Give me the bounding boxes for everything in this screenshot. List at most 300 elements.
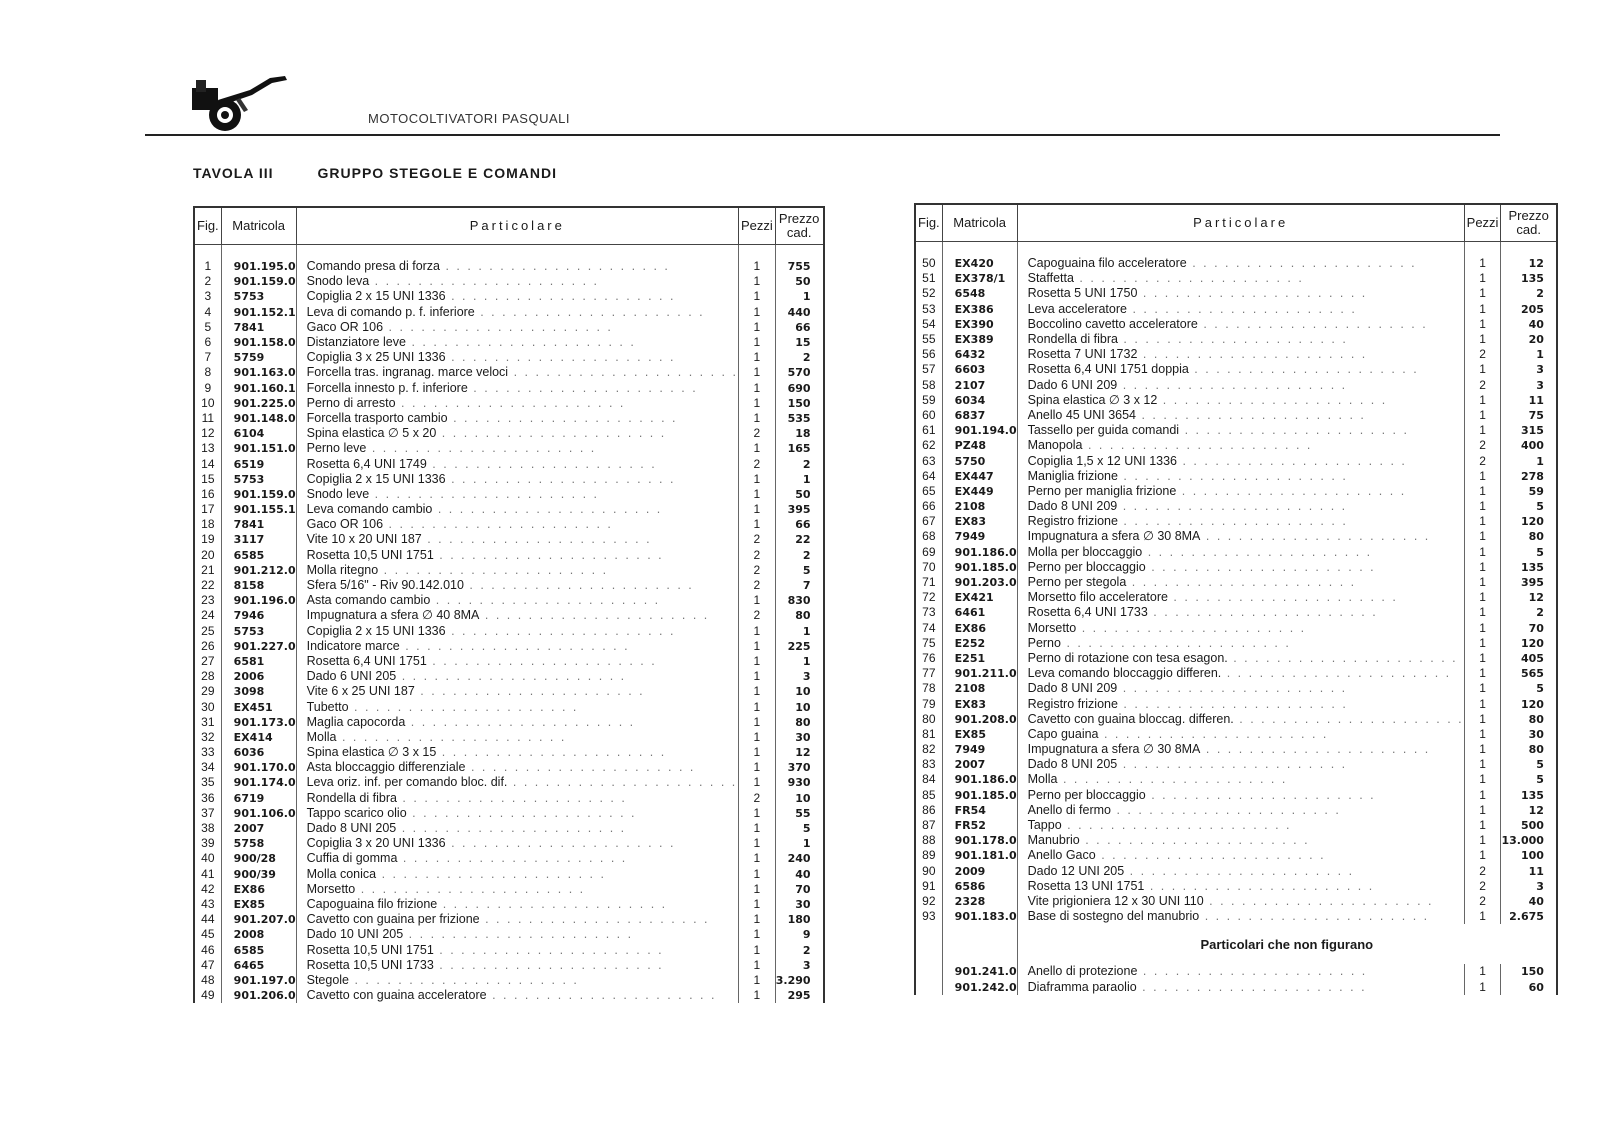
unit-price: 20 bbox=[1501, 332, 1557, 347]
description-text: Staffetta bbox=[1027, 271, 1074, 286]
leader-dots: . . . . . . . . . . . . . . . . . . . . . bbox=[507, 775, 738, 790]
fig-number: 49 bbox=[201, 988, 215, 1003]
description-text: Rondella di fibra bbox=[306, 790, 397, 805]
description-text: Forcella innesto p. f. inferiore bbox=[306, 380, 468, 395]
part-description bbox=[296, 988, 738, 1003]
description-text: Cavetto con guaina bloccag. differen. bbox=[1027, 711, 1234, 726]
unit-price: 150 bbox=[1501, 964, 1557, 979]
matricola-code: 901.185.0 bbox=[942, 788, 1017, 803]
matricola-code: 901.242.0 bbox=[942, 979, 1017, 994]
unit-price: 395 bbox=[775, 502, 823, 517]
leader-dots: . . . . . . . . . . . . . . . . . . . . . bbox=[1144, 878, 1375, 893]
description-text: Vite 6 x 25 UNI 187 bbox=[306, 684, 415, 699]
leader-dots: . . . . . . . . . . . . . . . . . . . . . bbox=[369, 486, 600, 501]
quantity: 1 bbox=[1464, 727, 1501, 742]
matricola-code: 901.227.0 bbox=[221, 639, 296, 654]
matricola-code: 901.206.0 bbox=[221, 988, 296, 1003]
matricola-code: 6034 bbox=[942, 393, 1017, 408]
leader-dots: . . . . . . . . . . . . . . . . . . . . . bbox=[1082, 438, 1313, 453]
col-particolare: Particolare bbox=[1017, 204, 1464, 242]
matricola-code: 901.186.0 bbox=[942, 772, 1017, 787]
leader-dots: . . . . . . . . . . . . . . . . . . . . . bbox=[421, 532, 652, 547]
fig-number: 82 bbox=[922, 742, 936, 757]
table-row bbox=[194, 791, 824, 806]
quantity: 2 bbox=[738, 563, 775, 578]
table-row bbox=[194, 821, 824, 836]
fig-number: 62 bbox=[922, 438, 936, 453]
description-text: Tassello per guida comandi bbox=[1027, 423, 1180, 438]
leader-dots: . . . . . . . . . . . . . . . . . . . . . bbox=[1137, 964, 1368, 979]
fig-number: 11 bbox=[201, 410, 215, 425]
unit-price: 12 bbox=[775, 745, 823, 760]
leader-dots: . . . . . . . . . . . . . . . . . . . . . bbox=[426, 653, 657, 668]
fig-number bbox=[915, 979, 942, 994]
table-row bbox=[194, 517, 824, 532]
unit-price: 3.290 bbox=[775, 973, 823, 988]
leader-dots: . . . . . . . . . . . . . . . . . . . . . bbox=[1176, 483, 1407, 498]
unit-price: 3 bbox=[1501, 362, 1557, 377]
description-text: Cavetto con guaina per frizione bbox=[306, 912, 480, 927]
unit-price: 690 bbox=[775, 381, 823, 396]
unit-price: 830 bbox=[775, 593, 823, 608]
unit-price: 66 bbox=[775, 517, 823, 532]
description-text: Morsetto bbox=[1027, 620, 1077, 635]
description-text: Perno per bloccaggio bbox=[1027, 559, 1146, 574]
unit-price: 278 bbox=[1501, 469, 1557, 484]
description-text: Molla per bloccaggio bbox=[1027, 544, 1143, 559]
fig-number: 19 bbox=[201, 532, 215, 547]
part-description bbox=[296, 867, 738, 882]
description-text: Capoguaina filo frizione bbox=[306, 896, 438, 911]
fig-number: 1 bbox=[204, 259, 212, 274]
unit-price: 7 bbox=[775, 578, 823, 593]
description-text: Molla bbox=[306, 729, 337, 744]
table-row bbox=[194, 289, 824, 304]
unit-price: 2 bbox=[775, 548, 823, 563]
quantity: 1 bbox=[738, 867, 775, 882]
description-text: Capoguaina filo acceleratore bbox=[1027, 256, 1187, 271]
unit-price: 80 bbox=[1501, 712, 1557, 727]
leader-dots: . . . . . . . . . . . . . . . . . . . . . bbox=[1117, 377, 1348, 392]
description-text: Gaco OR 106 bbox=[306, 319, 384, 334]
unit-price: 11 bbox=[1501, 864, 1557, 879]
unit-price: 60 bbox=[1501, 979, 1557, 994]
matricola-code: 901.207.0 bbox=[221, 912, 296, 927]
table-row bbox=[915, 681, 1557, 696]
leader-dots: . . . . . . . . . . . . . . . . . . . . . bbox=[465, 760, 696, 775]
matricola-code: EX85 bbox=[221, 897, 296, 912]
unit-price: 1 bbox=[1501, 453, 1557, 468]
table-row bbox=[194, 912, 824, 927]
unit-price: 370 bbox=[775, 760, 823, 775]
part-description bbox=[1017, 484, 1464, 499]
part-description bbox=[296, 760, 738, 775]
unit-price: 2 bbox=[775, 456, 823, 471]
description-text: Rosetta 10,5 UNI 1751 bbox=[306, 942, 434, 957]
leader-dots: . . . . . . . . . . . . . . . . . . . . . bbox=[1057, 772, 1288, 787]
leader-dots: . . . . . . . . . . . . . . . . . . . . . bbox=[1233, 711, 1464, 726]
fig-number: 47 bbox=[201, 957, 215, 972]
quantity: 1 bbox=[738, 350, 775, 365]
fig-number: 8 bbox=[204, 365, 212, 380]
fig-number: 32 bbox=[201, 729, 215, 744]
table-row bbox=[194, 897, 824, 912]
description-text: Boccolino cavetto acceleratore bbox=[1027, 316, 1198, 331]
quantity: 1 bbox=[1464, 332, 1501, 347]
description-text: Rosetta 6,4 UNI 1749 bbox=[306, 456, 427, 471]
matricola-code: 901.174.0 bbox=[221, 775, 296, 790]
matricola-code: 6519 bbox=[221, 456, 296, 471]
fig-number: 52 bbox=[922, 286, 936, 301]
table-row bbox=[915, 848, 1557, 863]
description-text: Maniglia frizione bbox=[1027, 468, 1118, 483]
matricola-code: 901.163.0 bbox=[221, 365, 296, 380]
description-text: Copiglia 2 x 15 UNI 1336 bbox=[306, 623, 446, 638]
matricola-code: 6837 bbox=[942, 408, 1017, 423]
unit-price: 3 bbox=[1501, 879, 1557, 894]
quantity: 1 bbox=[1464, 681, 1501, 696]
fig-number: 84 bbox=[922, 772, 936, 787]
leader-dots: . . . . . . . . . . . . . . . . . . . . . bbox=[405, 714, 636, 729]
quantity: 1 bbox=[738, 669, 775, 684]
leader-dots: . . . . . . . . . . . . . . . . . . . . . bbox=[1110, 802, 1341, 817]
leader-dots: . . . . . . . . . . . . . . . . . . . . . bbox=[1076, 620, 1307, 635]
table-row bbox=[194, 472, 824, 487]
matricola-code: EX86 bbox=[221, 882, 296, 897]
part-description bbox=[296, 396, 738, 411]
leader-dots: . . . . . . . . . . . . . . . . . . . . . bbox=[1137, 286, 1368, 301]
page-title bbox=[193, 165, 557, 181]
quantity: 1 bbox=[1464, 696, 1501, 711]
table-row bbox=[915, 529, 1557, 544]
unit-price: 66 bbox=[775, 320, 823, 335]
fig-number: 33 bbox=[201, 745, 215, 760]
leader-dots: . . . . . . . . . . . . . . . . . . . . . bbox=[1200, 529, 1431, 544]
table-row bbox=[194, 426, 824, 441]
col-matricola: Matricola bbox=[942, 204, 1017, 242]
description-text: Dado 8 UNI 205 bbox=[1027, 757, 1118, 772]
leader-dots: . . . . . . . . . . . . . . . . . . . . . bbox=[436, 426, 667, 441]
table-row bbox=[194, 882, 824, 897]
unit-price: 1 bbox=[1501, 347, 1557, 362]
unit-price: 50 bbox=[775, 274, 823, 289]
leader-dots: . . . . . . . . . . . . . . . . . . . . . bbox=[430, 593, 661, 608]
table-row bbox=[915, 408, 1557, 423]
fig-number: 72 bbox=[922, 590, 936, 605]
unit-price: 135 bbox=[1501, 271, 1557, 286]
part-description bbox=[296, 669, 738, 684]
unit-price: 120 bbox=[1501, 514, 1557, 529]
quantity: 1 bbox=[1464, 621, 1501, 636]
part-description bbox=[296, 578, 738, 593]
unit-price: 5 bbox=[775, 563, 823, 578]
description-text: Cavetto con guaina acceleratore bbox=[306, 988, 487, 1003]
unit-price: 22 bbox=[775, 532, 823, 547]
matricola-code: 6581 bbox=[221, 654, 296, 669]
part-description bbox=[1017, 545, 1464, 560]
part-description bbox=[1017, 514, 1464, 529]
leader-dots: . . . . . . . . . . . . . . . . . . . . . bbox=[426, 456, 657, 471]
unit-price: 240 bbox=[775, 851, 823, 866]
description-text: Manubrio bbox=[1027, 833, 1080, 848]
unit-price: 180 bbox=[775, 912, 823, 927]
fig-number: 36 bbox=[201, 790, 215, 805]
unit-price: 535 bbox=[775, 411, 823, 426]
table-row bbox=[915, 256, 1557, 271]
leader-dots: . . . . . . . . . . . . . . . . . . . . . bbox=[355, 881, 586, 896]
unit-price: 1 bbox=[775, 836, 823, 851]
description-text: Impugnatura a sfera ∅ 30 8MA bbox=[1027, 742, 1201, 757]
matricola-code: EX386 bbox=[942, 302, 1017, 317]
leader-dots: . . . . . . . . . . . . . . . . . . . . . bbox=[1147, 605, 1378, 620]
part-description bbox=[296, 715, 738, 730]
quantity: 1 bbox=[738, 320, 775, 335]
fig-number: 65 bbox=[922, 483, 936, 498]
fig-number: 56 bbox=[922, 347, 936, 362]
leader-dots: . . . . . . . . . . . . . . . . . . . . . bbox=[1126, 575, 1357, 590]
description-text: Leva comando bloccaggio differen. bbox=[1027, 666, 1222, 681]
description-text: Registro frizione bbox=[1027, 696, 1118, 711]
matricola-code: 901.152.1 bbox=[221, 305, 296, 320]
description-text: Forcella tras. ingranag. marce veloci bbox=[306, 365, 509, 380]
part-description bbox=[296, 350, 738, 365]
table-row bbox=[915, 864, 1557, 879]
table-row bbox=[194, 396, 824, 411]
fig-number: 78 bbox=[922, 681, 936, 696]
quantity: 1 bbox=[738, 365, 775, 380]
quantity: 1 bbox=[1464, 423, 1501, 438]
leader-dots: . . . . . . . . . . . . . . . . . . . . . bbox=[1199, 909, 1430, 924]
description-text: Perno leve bbox=[306, 441, 367, 456]
unit-price: 1 bbox=[775, 472, 823, 487]
quantity: 1 bbox=[1464, 833, 1501, 848]
unit-price: 165 bbox=[775, 441, 823, 456]
part-description bbox=[296, 274, 738, 289]
matricola-code: EX83 bbox=[942, 696, 1017, 711]
matricola-code: EX451 bbox=[221, 699, 296, 714]
description-text: Anello 45 UNI 3654 bbox=[1027, 407, 1137, 422]
part-description bbox=[296, 365, 738, 380]
part-description bbox=[1017, 499, 1464, 514]
part-description bbox=[1017, 605, 1464, 620]
leader-dots: . . . . . . . . . . . . . . . . . . . . . bbox=[445, 471, 676, 486]
fig-number: 28 bbox=[201, 669, 215, 684]
fig-number: 81 bbox=[922, 726, 936, 741]
matricola-code: EX414 bbox=[221, 730, 296, 745]
leader-dots: . . . . . . . . . . . . . . . . . . . . . bbox=[508, 365, 738, 380]
part-description bbox=[296, 699, 738, 714]
description-text: Perno di rotazione con tesa esagon. bbox=[1027, 650, 1228, 665]
part-description bbox=[1017, 727, 1464, 742]
description-text: Maglia capocorda bbox=[306, 714, 406, 729]
quantity: 1 bbox=[1464, 605, 1501, 620]
leader-dots: . . . . . . . . . . . . . . . . . . . . . bbox=[348, 699, 579, 714]
table-row bbox=[915, 560, 1557, 575]
quantity: 2 bbox=[738, 426, 775, 441]
description-text: Comando presa di forza bbox=[306, 259, 441, 274]
unit-price: 295 bbox=[775, 988, 823, 1003]
matricola-code: EX389 bbox=[942, 332, 1017, 347]
leader-dots: . . . . . . . . . . . . . . . . . . . . . bbox=[437, 896, 668, 911]
leader-dots: . . . . . . . . . . . . . . . . . . . . . bbox=[1203, 893, 1434, 908]
description-text: Anello di protezione bbox=[1027, 964, 1138, 979]
leader-dots: . . . . . . . . . . . . . . . . . . . . . bbox=[433, 942, 664, 957]
leader-dots: . . . . . . . . . . . . . . . . . . . . . bbox=[467, 380, 698, 395]
brand-name: MOTOCOLTIVATORI PASQUALI bbox=[368, 111, 570, 126]
description-text: Tappo scarico olio bbox=[306, 805, 407, 820]
table-row bbox=[915, 545, 1557, 560]
matricola-code: 2008 bbox=[221, 927, 296, 942]
quantity: 1 bbox=[1464, 788, 1501, 803]
matricola-code: 6461 bbox=[942, 605, 1017, 620]
quantity: 2 bbox=[1464, 347, 1501, 362]
leader-dots: . . . . . . . . . . . . . . . . . . . . . bbox=[1126, 301, 1357, 316]
matricola-code: 901.178.0 bbox=[942, 833, 1017, 848]
leader-dots: . . . . . . . . . . . . . . . . . . . . . bbox=[1179, 423, 1409, 438]
leader-dots: . . . . . . . . . . . . . . . . . . . . . bbox=[432, 502, 663, 517]
matricola-code: 901.106.0 bbox=[221, 806, 296, 821]
matricola-code: 6585 bbox=[221, 942, 296, 957]
quantity: 1 bbox=[1464, 636, 1501, 651]
matricola-code: EX421 bbox=[942, 590, 1017, 605]
description-text: Dado 8 UNI 205 bbox=[306, 821, 397, 836]
fig-number: 92 bbox=[922, 893, 936, 908]
quantity: 1 bbox=[738, 882, 775, 897]
leader-dots: . . . . . . . . . . . . . . . . . . . . . bbox=[1136, 407, 1366, 422]
matricola-code: 901.170.0 bbox=[221, 760, 296, 775]
matricola-code: 2006 bbox=[221, 669, 296, 684]
quantity: 1 bbox=[738, 411, 775, 426]
table-row bbox=[915, 590, 1557, 605]
unit-price: 11 bbox=[1501, 393, 1557, 408]
unit-price: 400 bbox=[1501, 438, 1557, 453]
table-row bbox=[915, 605, 1557, 620]
part-description bbox=[1017, 286, 1464, 301]
part-description bbox=[296, 624, 738, 639]
quantity: 1 bbox=[1464, 742, 1501, 757]
leader-dots: . . . . . . . . . . . . . . . . . . . . . bbox=[397, 851, 628, 866]
quantity: 1 bbox=[738, 517, 775, 532]
leader-dots: . . . . . . . . . . . . . . . . . . . . . bbox=[479, 608, 710, 623]
quantity: 1 bbox=[738, 487, 775, 502]
matricola-code: 6432 bbox=[942, 347, 1017, 362]
description-text: Molla ritegno bbox=[306, 562, 379, 577]
walking-tractor-icon bbox=[190, 70, 300, 135]
description-text: Perno bbox=[1027, 635, 1061, 650]
quantity: 1 bbox=[1464, 818, 1501, 833]
matricola-code: 900/39 bbox=[221, 867, 296, 882]
matricola-code: 900/28 bbox=[221, 851, 296, 866]
leader-dots: . . . . . . . . . . . . . . . . . . . . . bbox=[406, 805, 637, 820]
description-text: Anello Gaco bbox=[1027, 848, 1096, 863]
part-description bbox=[296, 441, 738, 456]
matricola-code: EX447 bbox=[942, 469, 1017, 484]
matricola-code: FR54 bbox=[942, 803, 1017, 818]
matricola-code: 6465 bbox=[221, 958, 296, 973]
unit-price: 40 bbox=[1501, 894, 1557, 909]
part-description bbox=[1017, 757, 1464, 772]
unit-price: 30 bbox=[775, 730, 823, 745]
fig-number: 90 bbox=[922, 863, 936, 878]
matricola-code: 901.155.1 bbox=[221, 502, 296, 517]
part-description bbox=[296, 851, 738, 866]
fig-number: 22 bbox=[201, 578, 215, 593]
leader-dots: . . . . . . . . . . . . . . . . . . . . . bbox=[1061, 818, 1292, 833]
part-description bbox=[1017, 317, 1464, 332]
part-description bbox=[296, 973, 738, 988]
part-description bbox=[296, 791, 738, 806]
unit-price: 80 bbox=[775, 608, 823, 623]
part-description bbox=[1017, 529, 1464, 544]
description-text: Vite 10 x 20 UNI 187 bbox=[306, 532, 422, 547]
part-description bbox=[1017, 636, 1464, 651]
description-text: Copiglia 3 x 20 UNI 1336 bbox=[306, 836, 446, 851]
leader-dots: . . . . . . . . . . . . . . . . . . . . . bbox=[486, 988, 717, 1003]
part-description bbox=[296, 502, 738, 517]
description-text: Distanziatore leve bbox=[306, 335, 406, 350]
table-row bbox=[915, 772, 1557, 787]
fig-number: 79 bbox=[922, 696, 936, 711]
quantity: 2 bbox=[738, 532, 775, 547]
part-description bbox=[296, 289, 738, 304]
leader-dots: . . . . . . . . . . . . . . . . . . . . . bbox=[1200, 742, 1431, 757]
matricola-code: 901.183.0 bbox=[942, 909, 1017, 924]
fig-number: 67 bbox=[922, 514, 936, 529]
table-row bbox=[915, 979, 1557, 994]
matricola-code: 901.159.0 bbox=[221, 274, 296, 289]
table-row bbox=[194, 867, 824, 882]
matricola-code: 901.173.0 bbox=[221, 715, 296, 730]
table-row bbox=[194, 350, 824, 365]
unit-price: 3 bbox=[1501, 378, 1557, 393]
parts-table-right bbox=[914, 203, 1558, 995]
part-description bbox=[1017, 833, 1464, 848]
col-prezzo: Prezzo cad. bbox=[775, 207, 823, 245]
leader-dots: . . . . . . . . . . . . . . . . . . . . . bbox=[1079, 833, 1310, 848]
part-description bbox=[1017, 894, 1464, 909]
matricola-code: 3117 bbox=[221, 532, 296, 547]
table-row bbox=[915, 727, 1557, 742]
description-text: Anello di fermo bbox=[1027, 802, 1111, 817]
unit-price: 135 bbox=[1501, 788, 1557, 803]
fig-number: 14 bbox=[201, 456, 215, 471]
description-text: Capo guaina bbox=[1027, 726, 1099, 741]
fig-number: 24 bbox=[201, 608, 215, 623]
quantity: 1 bbox=[1464, 979, 1501, 994]
fig-number: 75 bbox=[922, 635, 936, 650]
unit-price: 2 bbox=[1501, 286, 1557, 301]
unit-price: 12 bbox=[1501, 590, 1557, 605]
description-text: Morsetto filo acceleratore bbox=[1027, 590, 1168, 605]
table-row bbox=[194, 654, 824, 669]
matricola-code: 7841 bbox=[221, 320, 296, 335]
unit-price: 5 bbox=[1501, 499, 1557, 514]
part-description bbox=[1017, 469, 1464, 484]
fig-number: 10 bbox=[201, 395, 215, 410]
part-description bbox=[296, 381, 738, 396]
part-description bbox=[296, 775, 738, 790]
table-number: TAVOLA III bbox=[193, 165, 274, 181]
leader-dots: . . . . . . . . . . . . . . . . . . . . . bbox=[440, 259, 670, 274]
part-description bbox=[296, 411, 738, 426]
description-text: Rosetta 6,4 UNI 1751 doppia bbox=[1027, 362, 1189, 377]
leader-dots: . . . . . . . . . . . . . . . . . . . . . bbox=[1227, 650, 1458, 665]
table-row bbox=[915, 621, 1557, 636]
table-row bbox=[194, 320, 824, 335]
unit-price: 100 bbox=[1501, 848, 1557, 863]
unit-price: 30 bbox=[1501, 727, 1557, 742]
fig-number: 3 bbox=[204, 289, 212, 304]
